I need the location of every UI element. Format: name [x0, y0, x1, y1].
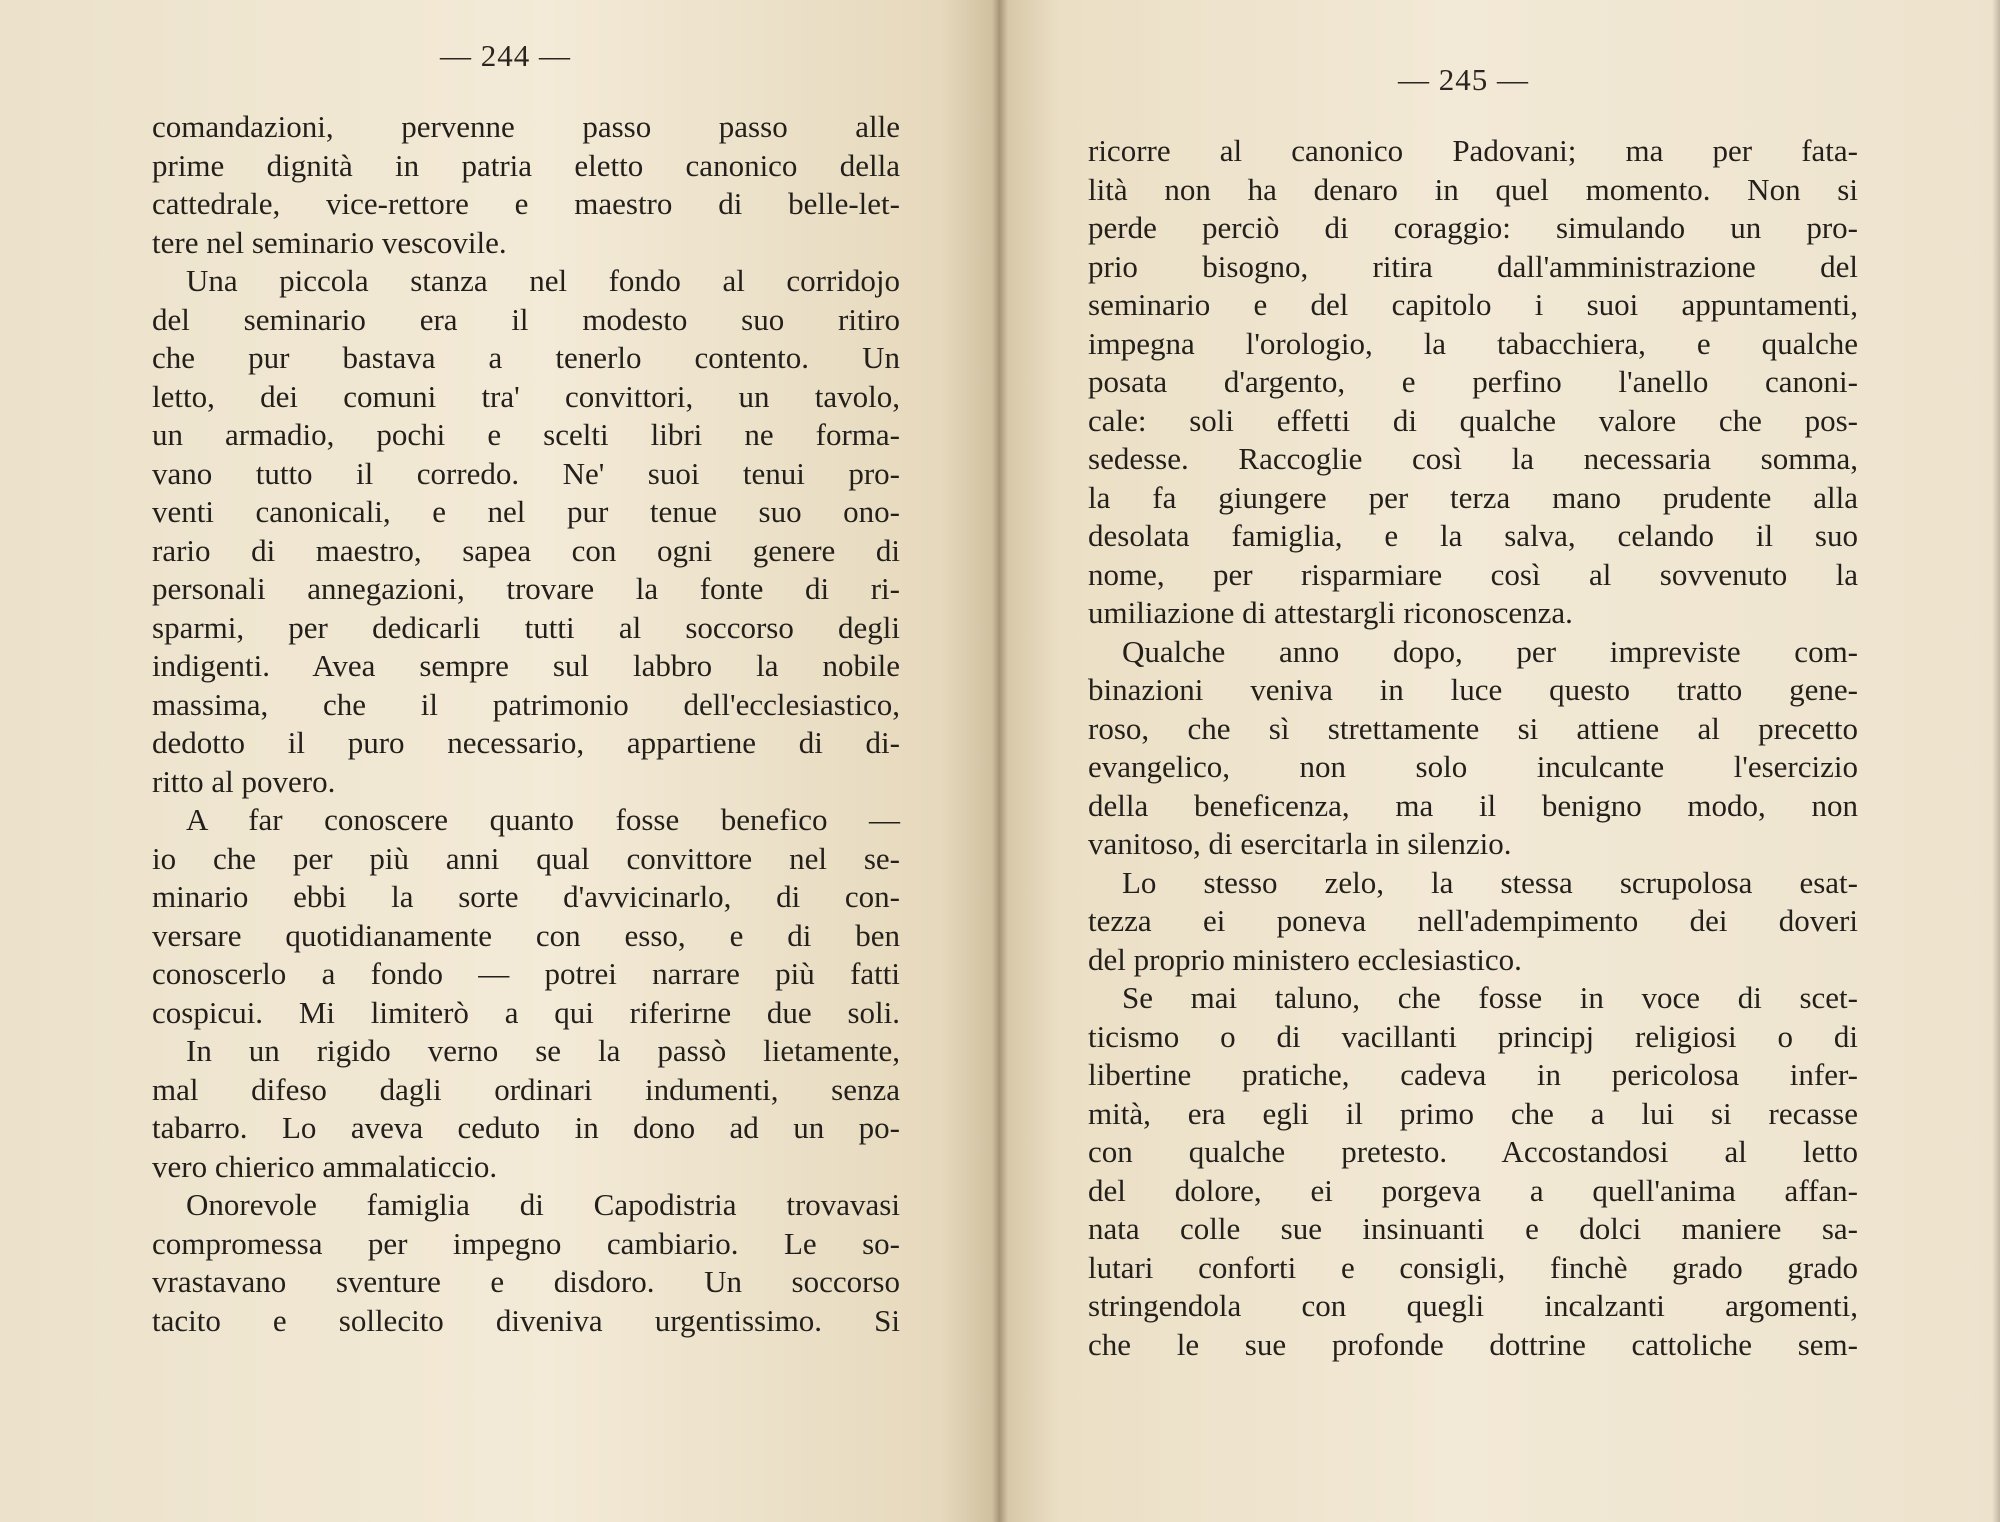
text-line: cale: soli effetti di qualche valore che pos-	[1088, 402, 1858, 438]
text-line: A far conoscere quanto fosse benefico —	[186, 802, 900, 837]
left-page-text	[152, 108, 900, 1340]
page-number-right: — 245 —	[1398, 62, 1529, 97]
text-line: sedesse. Raccoglie così la necessaria somma,	[1088, 441, 1858, 476]
text-line: Una piccola stanza nel fondo al corridojo	[186, 263, 900, 298]
text-line: vrastavano sventure e disdoro. Un soccorso	[152, 1264, 900, 1299]
text-line: io che per più anni qual convittore nel se-	[152, 840, 900, 876]
text-line: Lo stesso zelo, la stessa scrupolosa esat-	[1122, 864, 1858, 900]
text-line: personali annegazioni, trovare la fonte di ri-	[152, 571, 900, 606]
text-line: nome, per risparmiare così al sovvenuto la	[1088, 556, 1858, 592]
text-line: ricorre al canonico Padovani; ma per fata-	[1088, 133, 1858, 168]
text-line: della beneficenza, ma il benigno modo, non	[1088, 787, 1858, 823]
text-line: Se mai taluno, che fosse in voce di scet-	[1122, 980, 1858, 1015]
text-line: In un rigido verno se la passò lietamente,	[186, 1033, 900, 1068]
text-line: la fa giungere per terza mano prudente alla	[1088, 479, 1858, 515]
text-line: binazioni veniva in luce questo tratto gene-	[1088, 672, 1858, 707]
text-line: letto, dei comuni tra' convittori, un tavolo,	[152, 378, 900, 414]
text-line: un armadio, pochi e scelti libri ne forma-	[152, 417, 900, 452]
text-line: Onorevole famiglia di Capodistria trovavasi	[186, 1187, 900, 1222]
text-line: minario ebbi la sorte d'avvicinarlo, di con-	[152, 879, 900, 914]
text-line: stringendola con quegli incalzanti argomenti,	[1088, 1288, 1858, 1323]
text-line: mal difeso dagli ordinari indumenti, senza	[152, 1071, 900, 1107]
text-line: lità non ha denaro in quel momento. Non si	[1088, 171, 1858, 207]
text-line: Qualche anno dopo, per impreviste com-	[1122, 633, 1858, 669]
text-line: vano tutto il corredo. Ne' suoi tenui pro-	[152, 455, 900, 491]
text-line: perde perciò di coraggio: simulando un pro-	[1088, 210, 1858, 245]
text-line: conoscerlo a fondo — potrei narrare più fatti	[152, 956, 900, 991]
text-line: del proprio ministero ecclesiastico.	[1088, 941, 1522, 977]
text-line: libertine pratiche, cadeva in pericolosa infer-	[1088, 1057, 1858, 1092]
text-line: evangelico, non solo inculcante l'esercizio	[1088, 749, 1858, 784]
text-line: prime dignità in patria eletto canonico della	[152, 147, 900, 183]
page-number-left: — 244 —	[440, 38, 571, 73]
right-page-text	[1088, 132, 1858, 1364]
text-line: del dolore, ei porgeva a quell'anima affan-	[1088, 1172, 1858, 1208]
text-line: cattedrale, vice-rettore e maestro di belle-let-	[152, 186, 900, 221]
text-line: venti canonicali, e nel pur tenue suo ono-	[152, 494, 900, 529]
text-line: del seminario era il modesto suo ritiro	[152, 301, 900, 337]
text-line: massima, che il patrimonio dell'ecclesiastico,	[152, 686, 900, 722]
text-line: compromessa per impegno cambiario. Le so-	[152, 1225, 900, 1261]
text-line: rario di maestro, sapea con ogni genere di	[152, 532, 900, 568]
text-line: tacito e sollecito diveniva urgentissimo. Si	[152, 1302, 900, 1338]
text-line: ritto al povero.	[152, 763, 336, 799]
text-line: prio bisogno, ritira dall'amministrazione del	[1088, 248, 1858, 284]
book-gutter	[992, 0, 1008, 1522]
text-line: dedotto il puro necessario, appartiene di di-	[152, 725, 900, 760]
text-line: sparmi, per dedicarli tutti al soccorso degli	[152, 609, 900, 645]
right-page	[1000, 0, 2000, 1522]
text-line: desolata famiglia, e la salva, celando il suo	[1088, 518, 1858, 553]
text-line: tezza ei poneva nell'adempimento dei doveri	[1088, 903, 1858, 938]
text-line: seminario e del capitolo i suoi appuntamenti,	[1088, 287, 1858, 322]
text-line: vanitoso, di esercitarla in silenzio.	[1088, 826, 1512, 861]
text-line: impegna l'orologio, la tabacchiera, e qualche	[1088, 325, 1858, 361]
text-line: tere nel seminario vescovile.	[152, 224, 507, 260]
text-line: che pur bastava a tenerlo contento. Un	[152, 340, 900, 375]
text-line: cospicui. Mi limiterò a qui riferirne due soli.	[152, 994, 900, 1030]
text-line: ticismo o di vacillanti principj religiosi o di	[1088, 1018, 1858, 1054]
text-line: comandazioni, pervenne passo passo alle	[152, 109, 900, 144]
text-line: versare quotidianamente con esso, e di ben	[152, 917, 900, 953]
text-line: vero chierico ammalaticcio.	[152, 1148, 498, 1184]
page-edge-shadow	[1992, 0, 2000, 1522]
text-line: tabarro. Lo aveva ceduto in dono ad un po-	[152, 1110, 900, 1145]
text-line: indigenti. Avea sempre sul labbro la nobile	[152, 648, 900, 683]
text-line: lutari conforti e consigli, finchè grado grado	[1088, 1249, 1858, 1285]
text-line: nata colle sue insinuanti e dolci maniere sa-	[1088, 1211, 1858, 1246]
text-line: roso, che sì strettamente si attiene al precetto	[1088, 710, 1858, 746]
text-line: mità, era egli il primo che a lui si recasse	[1088, 1095, 1858, 1131]
text-line: che le sue profonde dottrine cattoliche sem-	[1088, 1326, 1858, 1362]
text-line: umiliazione di attestargli riconoscenza.	[1088, 595, 1573, 630]
text-line: posata d'argento, e perfino l'anello canoni-	[1088, 364, 1858, 399]
text-line: con qualche pretesto. Accostandosi al letto	[1088, 1134, 1858, 1169]
